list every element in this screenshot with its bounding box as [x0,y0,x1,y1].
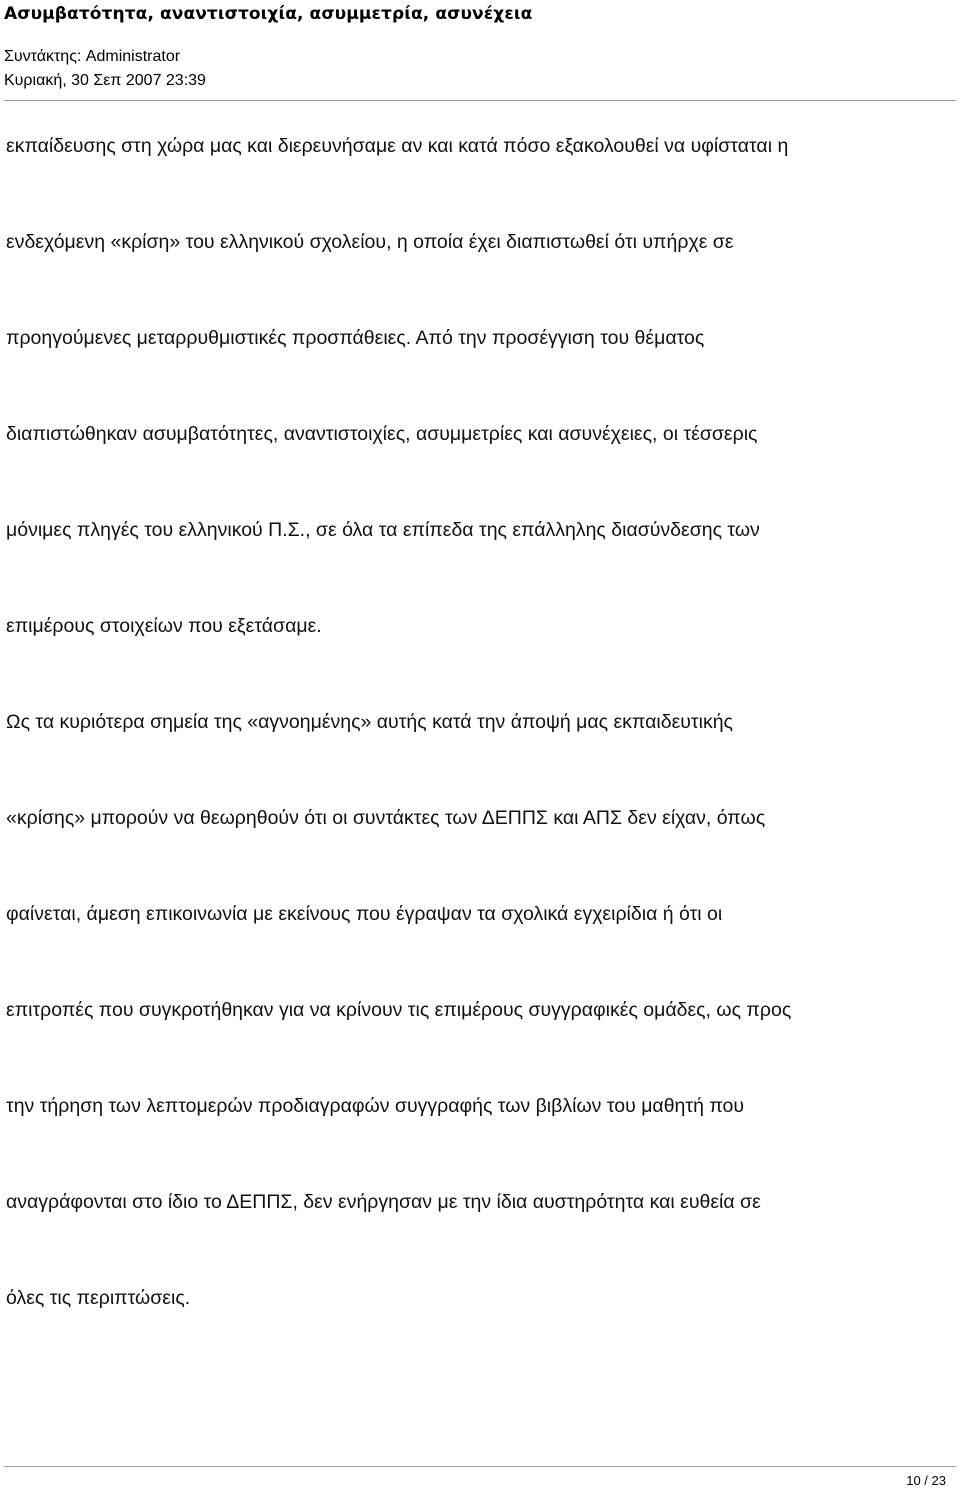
body-line: φαίνεται, άμεση επικοινωνία με εκείνους που έγραψαν τα σχολικά εγχειρίδια ή ότι οι [6,903,723,925]
body-line: προηγούμενες μεταρρυθμιστικές προσπάθειες. Από την προσέγγιση του θέματος [6,327,705,349]
body-line: διαπιστώθηκαν ασυμβατότητες, αναντιστοιχίες, ασυμμετρίες και ασυνέχειες, οι τέσσερις [6,423,758,445]
body-line: την τήρηση των λεπτομερών προδιαγραφών συγγραφής των βιβλίων του μαθητή που [6,1095,745,1117]
body-line: επιτροπές που συγκροτήθηκαν για να κρίνουν τις επιμέρους συγγραφικές ομάδες, ως προς [6,999,792,1021]
body-line: μόνιμες πληγές του ελληνικού Π.Σ., σε όλα τα επίπεδα της επάλληλης διασύνδεσης των [6,519,760,541]
article-date: Κυριακή, 30 Σεπ 2007 23:39 [4,72,206,89]
page-number: 10 / 23 [906,1473,946,1488]
article-author: Συντάκτης: Administrator [4,48,181,65]
body-line: αναγράφονται στο ίδιο το ΔΕΠΠΣ, δεν ενήργησαν με την ίδια αυστηρότητα και ευθεία σε [6,1191,761,1213]
body-line: ενδεχόμενη «κρίση» του ελληνικού σχολείου, η οποία έχει διαπιστωθεί ότι υπήρχε σε [6,231,734,253]
body-line: «κρίσης» μπορούν να θεωρηθούν ότι οι συντάκτες των ΔΕΠΠΣ και ΑΠΣ δεν είχαν, όπως [6,807,766,829]
article-body [6,134,956,1310]
page-header [4,0,956,101]
body-line: εκπαίδευσης στη χώρα μας και διερευνήσαμε αν και κατά πόσο εξακολουθεί να υφίσταται η [6,135,789,157]
page-footer [4,1466,956,1491]
body-line: Ως τα κυριότερα σημεία της «αγνοημένης» αυτής κατά την άποψή μας εκπαιδευτικής [6,711,733,733]
body-line: όλες τις περιπτώσεις. [6,1287,191,1309]
body-line: επιμέρους στοιχείων που εξετάσαμε. [6,615,322,637]
article-title: Ασυμβατότητα, αναντιστοιχία, ασυμμετρία, ασυνέχεια [4,4,533,24]
